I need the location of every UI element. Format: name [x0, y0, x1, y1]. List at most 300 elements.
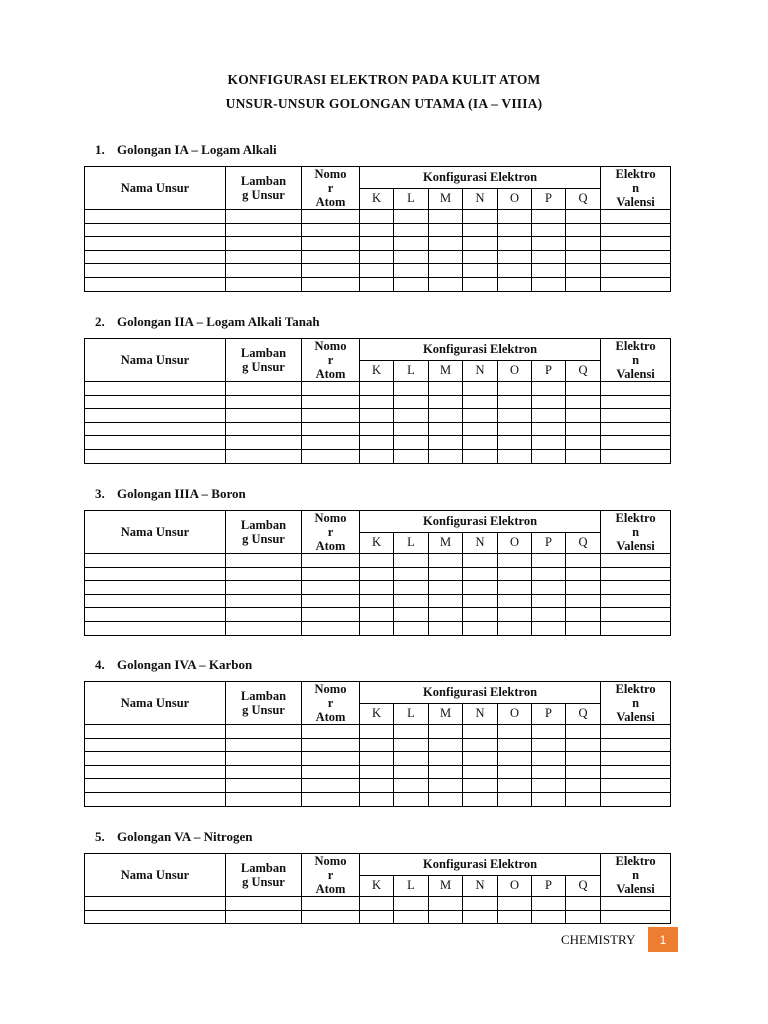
- table-cell[interactable]: [601, 554, 671, 568]
- table-cell[interactable]: [429, 409, 463, 423]
- table-cell[interactable]: [429, 725, 463, 739]
- table-cell[interactable]: [429, 210, 463, 224]
- table-cell[interactable]: [226, 792, 302, 806]
- table-cell[interactable]: [85, 449, 226, 463]
- table-cell[interactable]: [532, 738, 566, 752]
- table-cell[interactable]: [302, 621, 360, 635]
- table-cell[interactable]: [566, 897, 601, 911]
- table-cell[interactable]: [394, 752, 429, 766]
- table-cell[interactable]: [429, 382, 463, 396]
- table-cell[interactable]: [226, 382, 302, 396]
- table-cell[interactable]: [302, 738, 360, 752]
- table-cell[interactable]: [226, 422, 302, 436]
- table-cell[interactable]: [226, 910, 302, 924]
- table-cell[interactable]: [532, 779, 566, 793]
- table-cell[interactable]: [429, 395, 463, 409]
- table-cell[interactable]: [601, 765, 671, 779]
- table-cell[interactable]: [429, 237, 463, 251]
- table-cell[interactable]: [226, 779, 302, 793]
- table-row: [85, 725, 671, 739]
- table-cell[interactable]: [302, 897, 360, 911]
- table-cell[interactable]: [85, 223, 226, 237]
- table-cell[interactable]: [601, 436, 671, 450]
- table-cell[interactable]: [498, 449, 532, 463]
- table-cell[interactable]: [302, 436, 360, 450]
- table-cell[interactable]: [394, 264, 429, 278]
- table-cell[interactable]: [394, 395, 429, 409]
- table-cell[interactable]: [566, 395, 601, 409]
- table-cell[interactable]: [394, 409, 429, 423]
- table-cell[interactable]: [394, 382, 429, 396]
- table-cell[interactable]: [532, 621, 566, 635]
- table-cell[interactable]: [532, 752, 566, 766]
- table-cell[interactable]: [498, 910, 532, 924]
- table-cell[interactable]: [566, 738, 601, 752]
- table-cell[interactable]: [360, 210, 394, 224]
- table-cell[interactable]: [601, 621, 671, 635]
- table-cell[interactable]: [85, 409, 226, 423]
- table-cell[interactable]: [601, 752, 671, 766]
- header-shell-l: L: [394, 188, 429, 210]
- table-cell[interactable]: [85, 422, 226, 436]
- table-cell[interactable]: [360, 223, 394, 237]
- table-cell[interactable]: [601, 250, 671, 264]
- document-title-line1: KONFIGURASI ELEKTRON PADA KULIT ATOM: [227, 72, 541, 87]
- table-cell[interactable]: [498, 223, 532, 237]
- table-cell[interactable]: [85, 395, 226, 409]
- table-cell[interactable]: [360, 567, 394, 581]
- table-cell[interactable]: [394, 792, 429, 806]
- table-cell[interactable]: [566, 422, 601, 436]
- table-cell[interactable]: [394, 449, 429, 463]
- table-cell[interactable]: [85, 910, 226, 924]
- table-cell[interactable]: [498, 621, 532, 635]
- table-cell[interactable]: [532, 395, 566, 409]
- table-cell[interactable]: [85, 725, 226, 739]
- table-cell[interactable]: [85, 436, 226, 450]
- table-cell[interactable]: [532, 277, 566, 291]
- table-cell[interactable]: [601, 264, 671, 278]
- table-cell[interactable]: [394, 581, 429, 595]
- table-cell[interactable]: [601, 792, 671, 806]
- table-cell[interactable]: [226, 581, 302, 595]
- table-cell[interactable]: [85, 738, 226, 752]
- table-cell[interactable]: [360, 765, 394, 779]
- table-cell[interactable]: [360, 382, 394, 396]
- table-cell[interactable]: [226, 608, 302, 622]
- table-cell[interactable]: [601, 210, 671, 224]
- table-cell[interactable]: [566, 449, 601, 463]
- table-cell[interactable]: [429, 422, 463, 436]
- table-cell[interactable]: [302, 752, 360, 766]
- table-cell[interactable]: [360, 250, 394, 264]
- table-cell[interactable]: [601, 581, 671, 595]
- table-cell[interactable]: [463, 395, 498, 409]
- table-cell[interactable]: [302, 237, 360, 251]
- table-cell[interactable]: [532, 567, 566, 581]
- table-cell[interactable]: [394, 237, 429, 251]
- table-cell[interactable]: [566, 621, 601, 635]
- header-shell-o: O: [498, 360, 532, 382]
- table-cell[interactable]: [463, 554, 498, 568]
- table-cell[interactable]: [360, 237, 394, 251]
- table-cell[interactable]: [302, 765, 360, 779]
- table-cell[interactable]: [360, 752, 394, 766]
- table-cell[interactable]: [463, 897, 498, 911]
- table-cell[interactable]: [566, 910, 601, 924]
- table-cell[interactable]: [532, 409, 566, 423]
- table-cell[interactable]: [532, 765, 566, 779]
- table-cell[interactable]: [226, 725, 302, 739]
- table-cell[interactable]: [360, 621, 394, 635]
- table-cell[interactable]: [601, 725, 671, 739]
- table-cell[interactable]: [302, 250, 360, 264]
- table-cell[interactable]: [498, 264, 532, 278]
- table-cell[interactable]: [566, 382, 601, 396]
- table-cell[interactable]: [302, 277, 360, 291]
- table-cell[interactable]: [360, 395, 394, 409]
- table-cell[interactable]: [226, 223, 302, 237]
- table-cell[interactable]: [566, 277, 601, 291]
- table-cell[interactable]: [566, 567, 601, 581]
- table-cell[interactable]: [463, 449, 498, 463]
- table-cell[interactable]: [463, 223, 498, 237]
- table-cell[interactable]: [463, 436, 498, 450]
- table-cell[interactable]: [429, 554, 463, 568]
- table-cell[interactable]: [226, 409, 302, 423]
- table-cell[interactable]: [85, 210, 226, 224]
- table-cell[interactable]: [566, 608, 601, 622]
- table-cell[interactable]: [394, 621, 429, 635]
- table-cell[interactable]: [498, 594, 532, 608]
- table-cell[interactable]: [463, 779, 498, 793]
- table-cell[interactable]: [360, 608, 394, 622]
- table-cell[interactable]: [532, 910, 566, 924]
- table-cell[interactable]: [302, 725, 360, 739]
- table-cell[interactable]: [532, 223, 566, 237]
- table-cell[interactable]: [429, 765, 463, 779]
- table-cell[interactable]: [498, 250, 532, 264]
- table-cell[interactable]: [566, 752, 601, 766]
- table-cell[interactable]: [601, 897, 671, 911]
- table-cell[interactable]: [463, 910, 498, 924]
- table-cell[interactable]: [226, 621, 302, 635]
- header-nomor-atom: Nomo r Atom: [302, 167, 360, 210]
- table-cell[interactable]: [566, 581, 601, 595]
- table-cell[interactable]: [601, 422, 671, 436]
- table-cell[interactable]: [226, 277, 302, 291]
- table-cell[interactable]: [429, 250, 463, 264]
- table-cell[interactable]: [566, 554, 601, 568]
- table-cell[interactable]: [498, 237, 532, 251]
- table-cell[interactable]: [498, 792, 532, 806]
- table-row: [85, 910, 671, 924]
- table-cell[interactable]: [566, 210, 601, 224]
- table-cell[interactable]: [566, 264, 601, 278]
- table-cell[interactable]: [85, 554, 226, 568]
- table-cell[interactable]: [532, 436, 566, 450]
- table-cell[interactable]: [429, 223, 463, 237]
- configuration-table: [84, 338, 671, 464]
- table-cell[interactable]: [498, 779, 532, 793]
- table-cell[interactable]: [532, 422, 566, 436]
- table-cell[interactable]: [601, 594, 671, 608]
- table-cell[interactable]: [566, 725, 601, 739]
- table-cell[interactable]: [532, 250, 566, 264]
- table-cell[interactable]: [463, 725, 498, 739]
- table-cell[interactable]: [360, 264, 394, 278]
- table-cell[interactable]: [566, 250, 601, 264]
- table-cell[interactable]: [394, 554, 429, 568]
- table-cell[interactable]: [498, 765, 532, 779]
- table-cell[interactable]: [601, 223, 671, 237]
- table-cell[interactable]: [226, 738, 302, 752]
- table-cell[interactable]: [85, 581, 226, 595]
- table-cell[interactable]: [532, 210, 566, 224]
- table-cell[interactable]: [566, 779, 601, 793]
- table-cell[interactable]: [566, 237, 601, 251]
- table-cell[interactable]: [532, 792, 566, 806]
- table-cell[interactable]: [85, 765, 226, 779]
- table-cell[interactable]: [394, 567, 429, 581]
- table-cell[interactable]: [601, 277, 671, 291]
- table-cell[interactable]: [429, 264, 463, 278]
- table-cell[interactable]: [360, 910, 394, 924]
- table-cell[interactable]: [532, 608, 566, 622]
- table-cell[interactable]: [566, 792, 601, 806]
- table-cell[interactable]: [498, 608, 532, 622]
- table-cell[interactable]: [394, 897, 429, 911]
- table-cell[interactable]: [601, 779, 671, 793]
- table-cell[interactable]: [429, 581, 463, 595]
- table-cell[interactable]: [226, 449, 302, 463]
- table-cell[interactable]: [498, 436, 532, 450]
- table-cell[interactable]: [85, 567, 226, 581]
- table-cell[interactable]: [302, 594, 360, 608]
- table-cell[interactable]: [498, 752, 532, 766]
- table-cell[interactable]: [360, 449, 394, 463]
- table-cell[interactable]: [498, 382, 532, 396]
- table-cell[interactable]: [302, 554, 360, 568]
- table-cell[interactable]: [302, 223, 360, 237]
- table-cell[interactable]: [566, 436, 601, 450]
- table-cell[interactable]: [360, 409, 394, 423]
- table-cell[interactable]: [85, 752, 226, 766]
- table-cell[interactable]: [463, 738, 498, 752]
- table-cell[interactable]: [226, 752, 302, 766]
- table-cell[interactable]: [85, 897, 226, 911]
- table-cell[interactable]: [498, 395, 532, 409]
- table-cell[interactable]: [498, 725, 532, 739]
- table-cell[interactable]: [463, 792, 498, 806]
- table-cell[interactable]: [429, 436, 463, 450]
- table-cell[interactable]: [302, 409, 360, 423]
- table-cell[interactable]: [85, 250, 226, 264]
- table-cell[interactable]: [498, 581, 532, 595]
- table-cell[interactable]: [85, 608, 226, 622]
- table-cell[interactable]: [601, 567, 671, 581]
- table-cell[interactable]: [85, 277, 226, 291]
- table-cell[interactable]: [498, 210, 532, 224]
- table-row: [85, 436, 671, 450]
- table-cell[interactable]: [226, 567, 302, 581]
- table-cell[interactable]: [463, 264, 498, 278]
- table-cell[interactable]: [532, 382, 566, 396]
- table-cell[interactable]: [601, 409, 671, 423]
- table-cell[interactable]: [302, 567, 360, 581]
- table-cell[interactable]: [532, 594, 566, 608]
- table-cell[interactable]: [360, 897, 394, 911]
- table-cell[interactable]: [498, 277, 532, 291]
- table-cell[interactable]: [360, 594, 394, 608]
- table-cell[interactable]: [463, 250, 498, 264]
- table-cell[interactable]: [566, 223, 601, 237]
- table-cell[interactable]: [463, 237, 498, 251]
- table-cell[interactable]: [302, 210, 360, 224]
- table-cell[interactable]: [360, 792, 394, 806]
- table-cell[interactable]: [85, 792, 226, 806]
- table-cell[interactable]: [532, 581, 566, 595]
- table-cell[interactable]: [360, 779, 394, 793]
- table-cell[interactable]: [601, 608, 671, 622]
- table-cell[interactable]: [429, 449, 463, 463]
- table-cell[interactable]: [226, 395, 302, 409]
- table-cell[interactable]: [394, 725, 429, 739]
- table-cell[interactable]: [463, 277, 498, 291]
- table-cell[interactable]: [360, 436, 394, 450]
- table-cell[interactable]: [85, 382, 226, 396]
- table-cell[interactable]: [601, 395, 671, 409]
- table-cell[interactable]: [566, 409, 601, 423]
- table-cell[interactable]: [498, 897, 532, 911]
- table-cell[interactable]: [601, 382, 671, 396]
- table-cell[interactable]: [463, 567, 498, 581]
- table-cell[interactable]: [302, 264, 360, 278]
- table-cell[interactable]: [394, 210, 429, 224]
- table-cell[interactable]: [429, 621, 463, 635]
- table-cell[interactable]: [498, 738, 532, 752]
- table-cell[interactable]: [85, 237, 226, 251]
- table-cell[interactable]: [394, 608, 429, 622]
- table-cell[interactable]: [360, 581, 394, 595]
- table-cell[interactable]: [85, 594, 226, 608]
- table-cell[interactable]: [394, 436, 429, 450]
- table-cell[interactable]: [463, 608, 498, 622]
- table-cell[interactable]: [532, 725, 566, 739]
- table-cell[interactable]: [532, 264, 566, 278]
- table-cell[interactable]: [302, 779, 360, 793]
- table-cell[interactable]: [394, 250, 429, 264]
- table-cell[interactable]: [429, 779, 463, 793]
- table-cell[interactable]: [360, 554, 394, 568]
- table-cell[interactable]: [226, 554, 302, 568]
- table-cell[interactable]: [302, 910, 360, 924]
- table-cell[interactable]: [226, 264, 302, 278]
- table-cell[interactable]: [226, 250, 302, 264]
- table-cell[interactable]: [394, 594, 429, 608]
- table-cell[interactable]: [429, 738, 463, 752]
- table-cell[interactable]: [302, 382, 360, 396]
- header-lambang-unsur: Lamban g Unsur: [226, 682, 302, 725]
- table-cell[interactable]: [463, 382, 498, 396]
- header-shell-n: N: [463, 532, 498, 554]
- table-cell[interactable]: [498, 567, 532, 581]
- table-cell[interactable]: [394, 779, 429, 793]
- table-cell[interactable]: [360, 422, 394, 436]
- table-cell[interactable]: [463, 581, 498, 595]
- table-cell[interactable]: [226, 210, 302, 224]
- table-cell[interactable]: [498, 554, 532, 568]
- table-cell[interactable]: [429, 567, 463, 581]
- table-cell[interactable]: [394, 765, 429, 779]
- table-cell[interactable]: [394, 277, 429, 291]
- table-cell[interactable]: [85, 779, 226, 793]
- table-cell[interactable]: [463, 594, 498, 608]
- table-cell[interactable]: [394, 422, 429, 436]
- table-cell[interactable]: [394, 223, 429, 237]
- table-cell[interactable]: [429, 752, 463, 766]
- table-cell[interactable]: [429, 594, 463, 608]
- table-cell[interactable]: [532, 554, 566, 568]
- table-cell[interactable]: [498, 422, 532, 436]
- table-cell[interactable]: [394, 910, 429, 924]
- configuration-table: [84, 681, 671, 807]
- table-row: [85, 210, 671, 224]
- table-cell[interactable]: [429, 608, 463, 622]
- table-cell[interactable]: [532, 897, 566, 911]
- table-cell[interactable]: [302, 449, 360, 463]
- table-cell[interactable]: [302, 581, 360, 595]
- table-cell[interactable]: [360, 277, 394, 291]
- table-cell[interactable]: [302, 422, 360, 436]
- table-cell[interactable]: [302, 792, 360, 806]
- table-cell[interactable]: [226, 765, 302, 779]
- table-cell[interactable]: [85, 621, 226, 635]
- table-cell[interactable]: [429, 910, 463, 924]
- table-cell[interactable]: [498, 409, 532, 423]
- table-cell[interactable]: [601, 910, 671, 924]
- table-cell[interactable]: [302, 395, 360, 409]
- table-cell[interactable]: [226, 897, 302, 911]
- table-cell[interactable]: [601, 449, 671, 463]
- section-title: Golongan IIIA – Boron: [117, 486, 246, 501]
- header-shell-p: P: [532, 532, 566, 554]
- table-cell[interactable]: [566, 765, 601, 779]
- table-cell[interactable]: [226, 436, 302, 450]
- table-cell[interactable]: [463, 752, 498, 766]
- table-cell[interactable]: [601, 237, 671, 251]
- table-cell[interactable]: [429, 792, 463, 806]
- table-cell[interactable]: [85, 264, 226, 278]
- table-cell[interactable]: [463, 765, 498, 779]
- table-cell[interactable]: [429, 277, 463, 291]
- table-cell[interactable]: [360, 725, 394, 739]
- table-cell[interactable]: [566, 594, 601, 608]
- table-cell[interactable]: [463, 621, 498, 635]
- table-cell[interactable]: [302, 608, 360, 622]
- table-cell[interactable]: [532, 449, 566, 463]
- table-cell[interactable]: [463, 422, 498, 436]
- table-cell[interactable]: [226, 594, 302, 608]
- table-cell[interactable]: [463, 409, 498, 423]
- table-cell[interactable]: [429, 897, 463, 911]
- table-cell[interactable]: [601, 738, 671, 752]
- table-cell[interactable]: [394, 738, 429, 752]
- table-cell[interactable]: [463, 210, 498, 224]
- table-cell[interactable]: [532, 237, 566, 251]
- table-cell[interactable]: [226, 237, 302, 251]
- table-cell[interactable]: [360, 738, 394, 752]
